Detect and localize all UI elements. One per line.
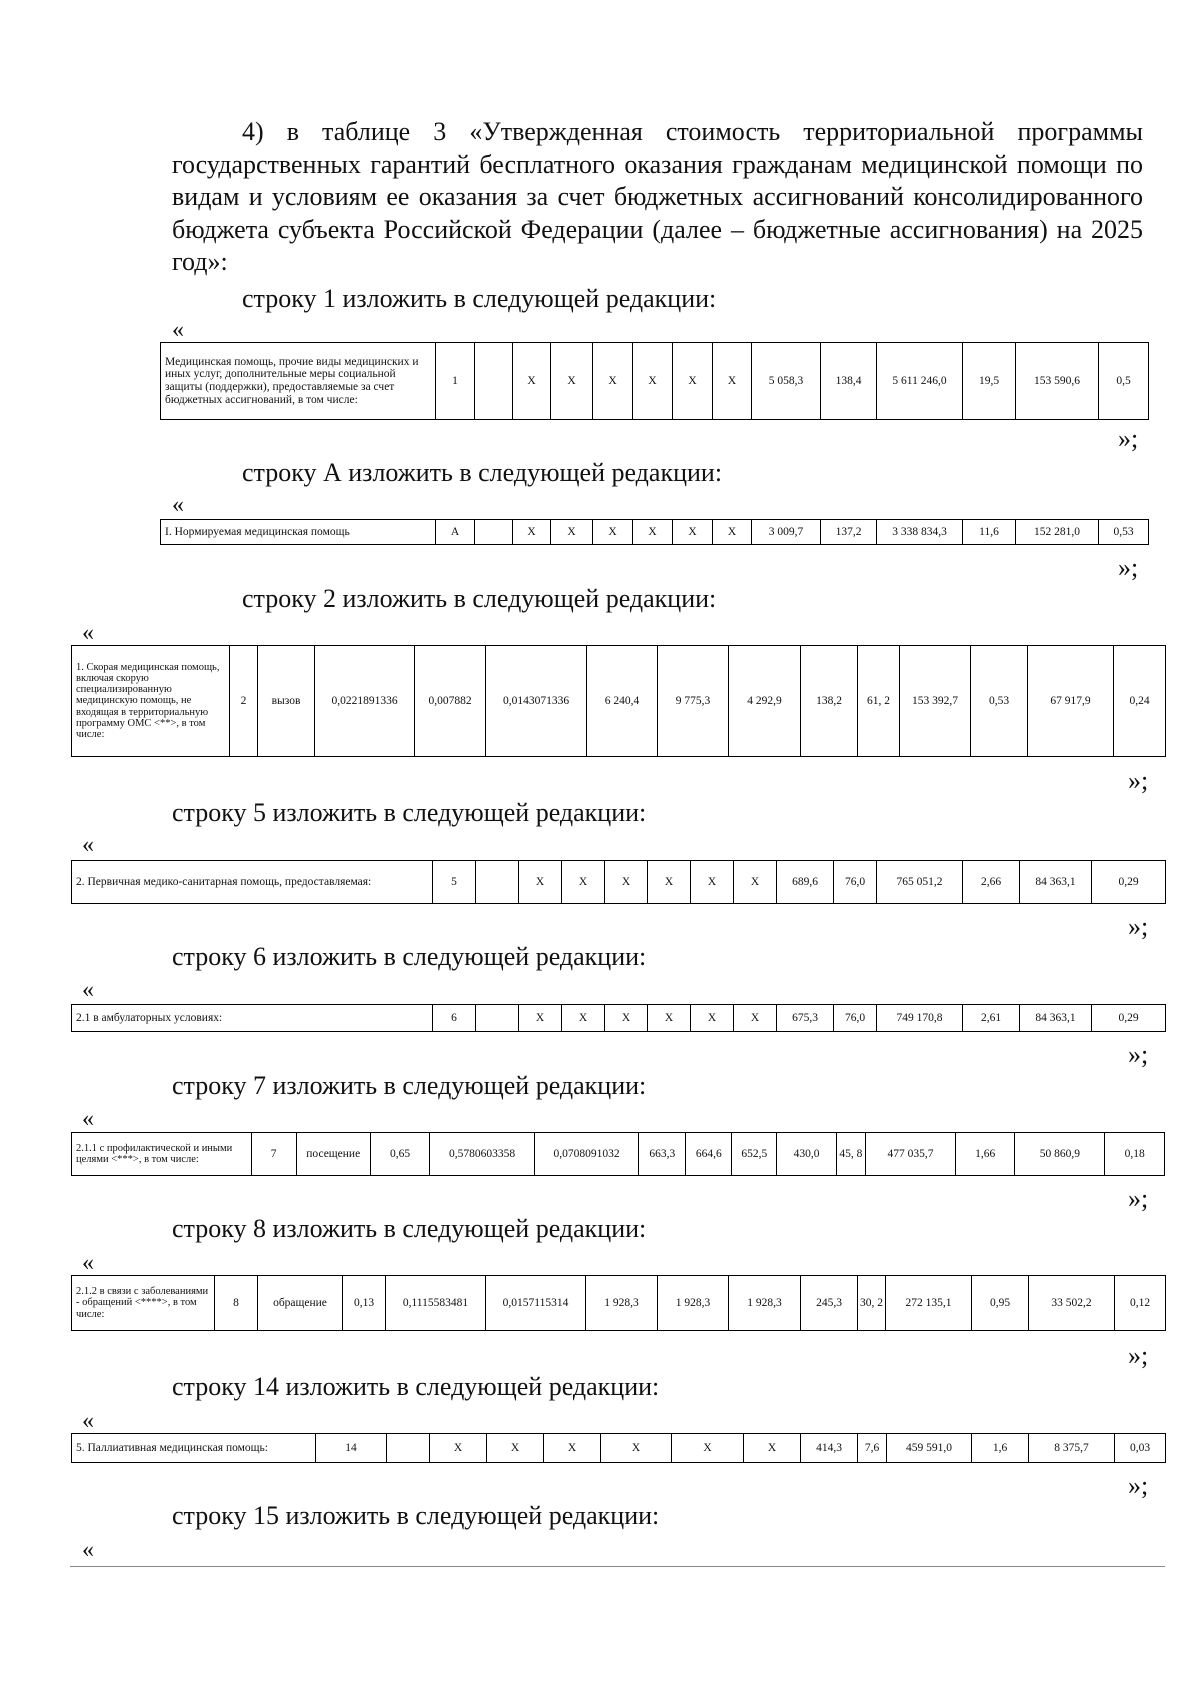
quote-close: »; bbox=[1118, 553, 1139, 582]
cell: 45, 8 bbox=[836, 1133, 865, 1176]
quote-open: « bbox=[82, 1537, 94, 1563]
quote-close: »; bbox=[1128, 1040, 1149, 1069]
section-heading: строку 6 изложить в следующей редакции: bbox=[172, 942, 647, 971]
cell: X bbox=[513, 343, 551, 420]
cell: X bbox=[430, 1434, 487, 1463]
quote-open: « bbox=[82, 620, 94, 646]
cell: 0,65 bbox=[370, 1133, 430, 1176]
cell: X bbox=[713, 520, 752, 545]
cell: X bbox=[519, 861, 562, 904]
cell-row-number: 2 bbox=[230, 646, 258, 757]
cell: 0,03 bbox=[1115, 1434, 1166, 1463]
cell: 765 051,2 bbox=[877, 861, 963, 904]
cell: X bbox=[691, 861, 734, 904]
cell: 414,3 bbox=[801, 1434, 858, 1463]
cell: 689,6 bbox=[777, 861, 834, 904]
table-row bbox=[160, 342, 1149, 420]
cell: 5 611 246,0 bbox=[877, 343, 963, 420]
section-heading: строку 8 изложить в следующей редакции: bbox=[172, 1214, 647, 1243]
quote-close: »; bbox=[1128, 1184, 1149, 1213]
quote-open: « bbox=[82, 1408, 94, 1434]
table-row bbox=[71, 1132, 1165, 1176]
cell: 477 035,7 bbox=[866, 1133, 956, 1176]
cell: X bbox=[605, 1005, 648, 1032]
cell: 76,0 bbox=[834, 1005, 877, 1032]
intro-text: 4) в таблице 3 «Утвержденная стоимость территориальной программы государственных гарантий бесплатного оказания гражданам медицинской помощи по видам и условиям ее оказания за счет бюджетных ассигнований консолидированного бюджета субъекта Российской Федерации (далее – бюджетные ассигнования) на 2025 год»: bbox=[172, 117, 1143, 276]
cell: X bbox=[744, 1434, 801, 1463]
cell: X bbox=[648, 861, 691, 904]
cell: 0,24 bbox=[1114, 646, 1166, 757]
cell: 0,5 bbox=[1099, 343, 1149, 420]
cell-row-number: 1 bbox=[436, 343, 475, 420]
cell-label: 2.1.1 с профилактической и иными целями <***>, в том числе: bbox=[72, 1133, 252, 1176]
cell: 1,66 bbox=[955, 1133, 1015, 1176]
cell: 3 338 834,3 bbox=[877, 520, 963, 545]
cell: 652,5 bbox=[732, 1133, 777, 1176]
quote-open: « bbox=[82, 1106, 94, 1132]
cell: X bbox=[562, 861, 605, 904]
cell: 19,5 bbox=[963, 343, 1016, 420]
cell: X bbox=[562, 1005, 605, 1032]
cell: 0,0143071336 bbox=[486, 646, 587, 757]
cell: 0,12 bbox=[1115, 1276, 1166, 1331]
cell: X bbox=[633, 343, 673, 420]
cell-label: 1. Скорая медицинская помощь, включая скорую специализированную медицинскую помощь, не входящая в территориальную программу ОМС <**>, в том числе: bbox=[72, 646, 230, 757]
cell: X bbox=[601, 1434, 672, 1463]
section-heading: строку 7 изложить в следующей редакции: bbox=[172, 1071, 647, 1100]
section-heading: строку 2 изложить в следующей редакции: bbox=[242, 584, 717, 613]
cell: 0,0157115314 bbox=[486, 1276, 586, 1331]
intro-paragraph bbox=[172, 116, 1143, 279]
cell: 6 240,4 bbox=[587, 646, 658, 757]
cell: 84 363,1 bbox=[1020, 1005, 1092, 1032]
cell: X bbox=[551, 520, 593, 545]
cell-label: 5. Паллиативная медицинская помощь: bbox=[72, 1434, 316, 1463]
cell: 3 009,7 bbox=[752, 520, 821, 545]
cell-unit bbox=[476, 861, 519, 904]
cell-unit: вызов bbox=[258, 646, 315, 757]
cell: 84 363,1 bbox=[1020, 861, 1092, 904]
cell: 4 292,9 bbox=[729, 646, 801, 757]
cell-row-number: 5 bbox=[433, 861, 476, 904]
section-heading: строку 1 изложить в следующей редакции: bbox=[242, 284, 717, 313]
quote-open: « bbox=[172, 492, 184, 518]
cell: 0,18 bbox=[1105, 1133, 1165, 1176]
cell: 1 928,3 bbox=[729, 1276, 801, 1331]
section-heading: строку 14 изложить в следующей редакции: bbox=[172, 1372, 660, 1401]
cell: 459 591,0 bbox=[887, 1434, 972, 1463]
cell: X bbox=[673, 520, 713, 545]
cell: 11,6 bbox=[963, 520, 1016, 545]
cell: X bbox=[513, 520, 551, 545]
cell-row-number: 7 bbox=[251, 1133, 296, 1176]
cell: 5 058,3 bbox=[752, 343, 821, 420]
cell: 0,5780603358 bbox=[430, 1133, 534, 1176]
cell: 7,6 bbox=[858, 1434, 887, 1463]
table-row bbox=[160, 519, 1149, 545]
quote-open: « bbox=[82, 832, 94, 858]
cell: X bbox=[691, 1005, 734, 1032]
cell: 67 917,9 bbox=[1028, 646, 1114, 757]
cell-row-number: 14 bbox=[316, 1434, 387, 1463]
section-heading: строку А изложить в следующей редакции: bbox=[242, 458, 723, 487]
cell-row-number: 8 bbox=[215, 1276, 258, 1331]
cell-label: 2.1.2 в связи с заболеваниями - обращений <****>, в том числе: bbox=[72, 1276, 215, 1331]
cell: X bbox=[648, 1005, 691, 1032]
cell: 0,0708091032 bbox=[534, 1133, 638, 1176]
cell: X bbox=[605, 861, 648, 904]
table-row bbox=[71, 1004, 1166, 1032]
cell: 138,4 bbox=[821, 343, 877, 420]
cell: X bbox=[672, 1434, 744, 1463]
cell-unit bbox=[475, 520, 513, 545]
cell-label: 2.1 в амбулаторных условиях: bbox=[72, 1005, 433, 1032]
cell-unit: посещение bbox=[296, 1133, 370, 1176]
table-row bbox=[71, 860, 1166, 904]
cell: 9 775,3 bbox=[658, 646, 729, 757]
quote-open: « bbox=[82, 1250, 94, 1276]
cell: 152 281,0 bbox=[1016, 520, 1099, 545]
cell-row-number: 6 bbox=[433, 1005, 476, 1032]
cell-unit: обращение bbox=[258, 1276, 343, 1331]
cell: 153 392,7 bbox=[900, 646, 971, 757]
cell: 0,29 bbox=[1092, 1005, 1166, 1032]
page-bottom-rule bbox=[70, 1566, 1165, 1567]
quote-close: »; bbox=[1128, 1341, 1149, 1370]
cell: 663,3 bbox=[639, 1133, 686, 1176]
cell: 33 502,2 bbox=[1029, 1276, 1115, 1331]
cell: 0,95 bbox=[972, 1276, 1029, 1331]
cell: 430,0 bbox=[777, 1133, 837, 1176]
quote-close: »; bbox=[1118, 424, 1139, 453]
cell: X bbox=[734, 1005, 777, 1032]
quote-close: »; bbox=[1128, 766, 1149, 795]
table-row bbox=[71, 1275, 1166, 1331]
cell-label: I. Нормируемая медицинская помощь bbox=[161, 520, 436, 545]
cell: 137,2 bbox=[821, 520, 877, 545]
cell: 0,29 bbox=[1092, 861, 1166, 904]
cell: X bbox=[593, 520, 633, 545]
cell: X bbox=[593, 343, 633, 420]
table-row bbox=[71, 645, 1166, 757]
cell-label: Медицинская помощь, прочие виды медицинских и иных услуг, дополнительные меры социальной защиты (поддержки), предоставляемые за счет бюджетных ассигнований, в том числе: bbox=[161, 343, 436, 420]
cell-label: 2. Первичная медико-санитарная помощь, предоставляемая: bbox=[72, 861, 433, 904]
cell: 153 590,6 bbox=[1016, 343, 1099, 420]
cell-unit bbox=[387, 1434, 430, 1463]
quote-open: « bbox=[172, 317, 184, 343]
cell: X bbox=[551, 343, 593, 420]
cell: 0,007882 bbox=[415, 646, 486, 757]
cell: 30, 2 bbox=[858, 1276, 886, 1331]
cell-unit bbox=[475, 343, 513, 420]
section-heading: строку 5 изложить в следующей редакции: bbox=[172, 798, 647, 827]
cell: X bbox=[487, 1434, 544, 1463]
cell: X bbox=[734, 861, 777, 904]
cell: 8 375,7 bbox=[1029, 1434, 1115, 1463]
cell: X bbox=[544, 1434, 601, 1463]
cell: 675,3 bbox=[777, 1005, 834, 1032]
cell-unit bbox=[476, 1005, 519, 1032]
cell: 0,53 bbox=[971, 646, 1028, 757]
cell: X bbox=[633, 520, 673, 545]
cell: 2,66 bbox=[963, 861, 1020, 904]
cell: 0,53 bbox=[1099, 520, 1149, 545]
cell: 138,2 bbox=[801, 646, 858, 757]
table-row bbox=[71, 1433, 1166, 1463]
cell: 749 170,8 bbox=[877, 1005, 963, 1032]
quote-open: « bbox=[82, 977, 94, 1003]
quote-close: »; bbox=[1128, 1471, 1149, 1500]
cell: 0,13 bbox=[343, 1276, 386, 1331]
cell: 1 928,3 bbox=[586, 1276, 658, 1331]
cell: X bbox=[519, 1005, 562, 1032]
cell: 664,6 bbox=[686, 1133, 732, 1176]
cell: 0,1115583481 bbox=[386, 1276, 486, 1331]
cell: X bbox=[673, 343, 713, 420]
section-heading: строку 15 изложить в следующей редакции: bbox=[172, 1501, 660, 1530]
cell: 2,61 bbox=[963, 1005, 1020, 1032]
cell: 76,0 bbox=[834, 861, 877, 904]
cell-row-number: А bbox=[436, 520, 475, 545]
cell: X bbox=[713, 343, 752, 420]
cell: 1 928,3 bbox=[658, 1276, 729, 1331]
cell: 50 860,9 bbox=[1015, 1133, 1105, 1176]
cell: 61, 2 bbox=[858, 646, 900, 757]
cell: 272 135,1 bbox=[886, 1276, 972, 1331]
cell: 0,0221891336 bbox=[315, 646, 415, 757]
quote-close: »; bbox=[1128, 912, 1149, 941]
cell: 245,3 bbox=[801, 1276, 858, 1331]
cell: 1,6 bbox=[972, 1434, 1029, 1463]
